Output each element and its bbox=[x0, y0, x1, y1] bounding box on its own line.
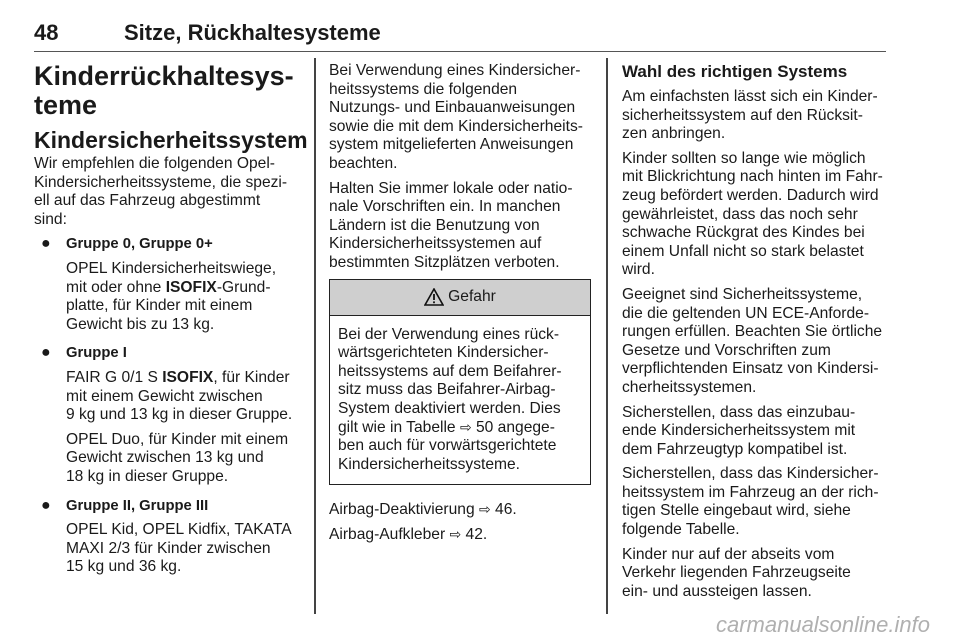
text-line: verpflichtenden Einsatz von Kindersi- bbox=[622, 360, 879, 378]
text-line: OPEL Kindersicherheitswiege, bbox=[66, 259, 277, 277]
group-title: Gruppe II, Gruppe III bbox=[66, 497, 209, 514]
system-choice-heading: Wahl des richtigen Systems bbox=[622, 62, 848, 81]
body-paragraph bbox=[622, 88, 888, 144]
text-line: OPEL Kid, OPEL Kidfix, TAKATA bbox=[66, 521, 292, 539]
list-item bbox=[34, 344, 306, 486]
instructions-paragraph bbox=[329, 62, 591, 174]
page-reference bbox=[329, 501, 591, 520]
isofix-label: ISOFIX bbox=[165, 278, 217, 296]
text-line: rungen erfüllen. Beachten Sie örtliche bbox=[622, 323, 883, 341]
danger-title: Gefahr bbox=[448, 288, 496, 306]
text-line: Sicherstellen, dass das einzubau- bbox=[622, 403, 856, 421]
text-line: MAXI 2/3 für Kinder zwischen bbox=[66, 539, 271, 557]
text-line: sicherheitssystem auf den Rücksit- bbox=[622, 106, 863, 124]
text-line: platte, für Kinder mit einem bbox=[66, 297, 253, 315]
text-line: sowie die mit dem Kindersicherheits- bbox=[329, 117, 583, 135]
text-line: Kinder nur auf der abseits vom bbox=[622, 545, 835, 563]
text-line: system mitgelieferten Anweisungen bbox=[329, 136, 574, 154]
text-line: 9 kg und 13 kg in dieser Gruppe. bbox=[66, 406, 293, 424]
text-line: zen anbringen. bbox=[622, 125, 726, 143]
danger-text bbox=[330, 316, 590, 485]
text-run: , für Kinder bbox=[213, 368, 290, 386]
chapter-title: Sitze, Rückhaltesysteme bbox=[124, 20, 381, 45]
text-line: Gewicht bis zu 13 kg. bbox=[66, 315, 215, 333]
list-item bbox=[34, 497, 306, 577]
column-right bbox=[622, 62, 888, 607]
body-paragraph bbox=[622, 286, 888, 398]
page-ref-arrow-icon: ⇨ bbox=[478, 502, 491, 519]
reference-page: 42. bbox=[461, 525, 488, 543]
page-header bbox=[34, 16, 886, 52]
page-ref-arrow-icon: ⇨ bbox=[459, 419, 472, 436]
group-description bbox=[66, 260, 306, 334]
text-line: Kindersicherheitssysteme. bbox=[338, 455, 521, 473]
text-line: Sicherstellen, dass das Kindersicher- bbox=[622, 465, 879, 483]
text-line: tigen Stelle eingebaut wird, siehe bbox=[622, 502, 851, 520]
text-line: Halten Sie immer lokale oder natio- bbox=[329, 179, 573, 197]
body-paragraph bbox=[622, 150, 888, 280]
page-number: 48 bbox=[34, 20, 59, 45]
text-line: heitssystem im Fahrzeug an der rich- bbox=[622, 483, 879, 501]
text-line bbox=[66, 369, 306, 388]
column-divider-2 bbox=[606, 58, 608, 614]
text-line: wärtsgerichteten Kindersicher- bbox=[338, 344, 549, 362]
group-title: Gruppe 0, Gruppe 0+ bbox=[66, 236, 213, 253]
text-line: Kindersicherheitssysteme, die spezi- bbox=[34, 173, 288, 191]
text-line: 18 kg in dieser Gruppe. bbox=[66, 467, 229, 485]
text-run: gilt wie in Tabelle bbox=[338, 418, 460, 436]
text-line: sind: bbox=[34, 210, 67, 228]
text-line: heitssystems die folgenden bbox=[329, 80, 518, 98]
text-line: Bei Verwendung eines Kindersicher- bbox=[329, 62, 581, 79]
text-line: Bei der Verwendung eines rück- bbox=[338, 325, 560, 343]
danger-box bbox=[329, 279, 591, 486]
text-line: ende Kindersicherheitssystem mit bbox=[622, 422, 856, 440]
watermark: carmanualsonline.info bbox=[715, 612, 930, 637]
text-line: Gewicht zwischen 13 kg und bbox=[66, 449, 264, 467]
body-paragraph bbox=[622, 465, 888, 539]
text-line: Geeignet sind Sicherheitssysteme, bbox=[622, 285, 863, 303]
group-title: Gruppe I bbox=[66, 345, 127, 362]
group-description bbox=[66, 431, 306, 487]
warning-triangle-icon bbox=[424, 288, 444, 306]
bullet-icon: ● bbox=[41, 496, 51, 514]
text-line: Verkehr liegenden Fahrzeugseite bbox=[622, 564, 851, 582]
section-heading-line: teme bbox=[34, 90, 98, 120]
column-left bbox=[34, 62, 306, 587]
text-line: wird. bbox=[622, 261, 655, 279]
subsection-heading: Kindersicherheitssystem bbox=[34, 127, 308, 153]
reference-label: Airbag-Aufkleber bbox=[329, 525, 450, 543]
text-line: bestimmten Sitzplätzen verboten. bbox=[329, 253, 560, 271]
column-divider-1 bbox=[314, 58, 316, 614]
intro-paragraph bbox=[34, 155, 306, 229]
table-reference bbox=[338, 419, 582, 438]
body-paragraph bbox=[622, 404, 888, 460]
cross-references bbox=[329, 501, 591, 544]
text-line: mit Blickrichtung nach hinten im Fahr- bbox=[622, 168, 883, 186]
group-list bbox=[34, 235, 306, 577]
group-description bbox=[66, 369, 306, 425]
danger-box-header bbox=[330, 280, 590, 316]
text-line: System deaktiviert werden. Dies bbox=[338, 399, 561, 417]
list-item bbox=[34, 235, 306, 334]
text-line: Gesetze und Vorschriften zum bbox=[622, 341, 831, 359]
page-ref-arrow-icon: ⇨ bbox=[449, 526, 462, 543]
text-line: zeug befördert werden. Dadurch wird bbox=[622, 186, 879, 204]
page-reference bbox=[329, 526, 591, 545]
regulations-paragraph bbox=[329, 180, 591, 273]
text-line: Kinder sollten so lange wie möglich bbox=[622, 149, 866, 167]
text-line: cherheitssystemen. bbox=[622, 378, 757, 396]
text-line: Kindersicherheitssystemen auf bbox=[329, 235, 542, 253]
text-line: Am einfachsten lässt sich ein Kinder- bbox=[622, 88, 878, 105]
text-run: FAIR G 0/1 S bbox=[66, 368, 163, 386]
text-line: nale Vorschriften ein. In manchen bbox=[329, 198, 561, 216]
text-run: -Grund- bbox=[216, 278, 271, 296]
group-description bbox=[66, 521, 306, 577]
text-line: einem Unfall nicht so stark belastet bbox=[622, 242, 864, 260]
text-line: schwache Rückgrat des Kindes bei bbox=[622, 224, 865, 242]
text-line: gewährleistet, dass das noch sehr bbox=[622, 205, 858, 223]
text-line: beachten. bbox=[329, 154, 398, 172]
column-middle bbox=[329, 62, 591, 550]
text-line: ben auch für vorwärtsgerichtete bbox=[338, 437, 557, 455]
text-line: dem Fahrzeugtyp kompatibel ist. bbox=[622, 440, 848, 458]
text-line: die die geltenden UN ECE-Anforde- bbox=[622, 304, 870, 322]
text-run: 50 angege- bbox=[471, 418, 555, 436]
bullet-icon: ● bbox=[41, 235, 51, 253]
text-line: folgende Tabelle. bbox=[622, 521, 740, 539]
text-run: mit oder ohne bbox=[66, 278, 166, 296]
reference-page: 46. bbox=[490, 501, 517, 519]
text-line: 15 kg und 36 kg. bbox=[66, 558, 182, 576]
text-line: OPEL Duo, für Kinder mit einem bbox=[66, 430, 289, 448]
reference-label: Airbag-Deaktivierung bbox=[329, 501, 479, 519]
text-line bbox=[66, 279, 306, 298]
body-paragraph bbox=[622, 546, 888, 602]
bullet-icon: ● bbox=[41, 344, 51, 362]
text-line: sitz muss das Beifahrer-Airbag- bbox=[338, 381, 556, 399]
text-line: mit einem Gewicht zwischen bbox=[66, 387, 263, 405]
text-line: Nutzungs- und Einbauanweisungen bbox=[329, 99, 576, 117]
text-line: heitssystems auf dem Beifahrer- bbox=[338, 362, 562, 380]
system-choice-body bbox=[622, 88, 888, 601]
section-heading bbox=[34, 62, 306, 120]
text-line: ell auf das Fahrzeug abgestimmt bbox=[34, 192, 261, 210]
isofix-label: ISOFIX bbox=[162, 368, 214, 386]
text-line: Ländern ist die Benutzung von bbox=[329, 216, 540, 234]
text-line: ein- und aussteigen lassen. bbox=[622, 582, 812, 600]
section-heading-line: Kinderrückhaltesys- bbox=[34, 61, 294, 91]
text-line: Wir empfehlen die folgenden Opel- bbox=[34, 155, 275, 172]
